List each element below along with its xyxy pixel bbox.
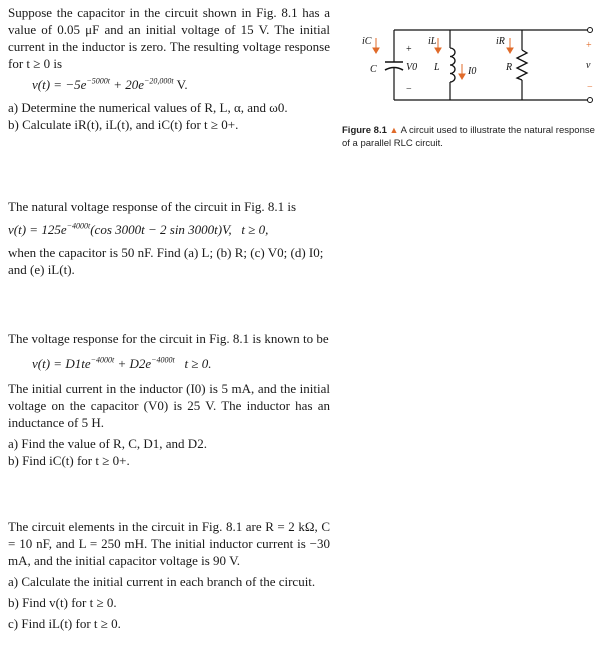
problem-2-intro: The natural voltage response of the circuit in Fig. 8.1 is	[8, 199, 297, 214]
capacitor-plus: +	[406, 44, 412, 55]
label-l: L	[434, 62, 440, 73]
problem-4-part-b: b) Find v(t) for t ≥ 0.	[8, 595, 117, 610]
problem-4-part-c: c) Find iL(t) for t ≥ 0.	[8, 616, 121, 631]
label-v: v	[586, 60, 591, 71]
caption-text: A circuit used to illustrate the natural response of a parallel RLC circuit.	[342, 125, 595, 149]
label-ic: iC	[362, 36, 372, 47]
problem-3-part-b: b) Find iC(t) for t ≥ 0+.	[8, 453, 130, 468]
resistor-symbol	[517, 50, 527, 80]
capacitor-minus: −	[406, 84, 412, 95]
label-r: R	[506, 62, 513, 73]
problem-1-intro: Suppose the capacitor in the circuit shown in Fig. 8.1 has a value of 0.05 μF and an initial voltage of 15 V. The initial current in the inductor is zero. The resulting voltage response for t ≥ 0 is	[8, 5, 330, 71]
terminal-plus: +	[586, 40, 592, 51]
inductor-symbol	[450, 48, 455, 82]
problem-4	[8, 518, 330, 632]
problem-3-equation: $v(t) = D1te^{-4000t} + D2e^{-4000t}$ t ≥ 0.	[32, 355, 212, 371]
problem-1	[8, 4, 330, 133]
problem-3-text: The initial current in the inductor (I0) is 5 mA, and the initial voltage on the capacitor (V0) is 25 V. The inductor has an inductance of 5 H.	[8, 381, 330, 430]
label-c: C	[370, 64, 377, 75]
problem-3-intro: The voltage response for the circuit in Fig. 8.1 is known to be	[8, 331, 329, 346]
problem-4-intro: The circuit elements in the circuit in Fig. 8.1 are R = 2 kΩ, C = 10 nF, and L = 250 mH. The initial inductor current is −30 mA, and the initial capacitor voltage is 90 V.	[8, 519, 330, 568]
circuit-figure	[354, 8, 596, 116]
label-v0: V0	[406, 62, 418, 73]
label-ir: iR	[496, 36, 505, 47]
caption-label: Figure 8.1	[342, 125, 387, 136]
problem-2-equation: $v(t) = 125e^{-4000t}(\cos$ 3000t − 2 sin 3000t)V, t ≥ 0,	[8, 221, 269, 237]
circuit-wires	[394, 30, 590, 100]
problem-1-equation: $v(t) = -5e^{-5000t} + 20e^{-20,000t}$ V.	[32, 76, 188, 92]
problem-1-part-b: b) Calculate iR(t), iL(t), and iC(t) for t ≥ 0+.	[8, 117, 239, 132]
terminal-bottom	[588, 98, 593, 103]
terminal-top	[588, 28, 593, 33]
triangle-icon: ▲	[389, 125, 399, 135]
problem-3-part-a: a) Find the value of R, C, D1, and D2.	[8, 436, 207, 451]
problem-2-text: when the capacitor is 50 nF. Find (a) L; (b) R; (c) V0; (d) I0; and (e) iL(t).	[8, 245, 324, 277]
label-i0: I0	[468, 66, 477, 77]
label-il: iL	[428, 36, 437, 47]
problem-4-part-a: a) Calculate the initial current in each branch of the circuit.	[8, 574, 316, 589]
figure-caption	[342, 124, 596, 150]
terminal-minus: −	[587, 82, 593, 93]
problem-3	[8, 330, 330, 469]
problem-1-part-a: a) Determine the numerical values of R, L, α, and ω0.	[8, 100, 288, 115]
problem-2	[8, 198, 330, 278]
